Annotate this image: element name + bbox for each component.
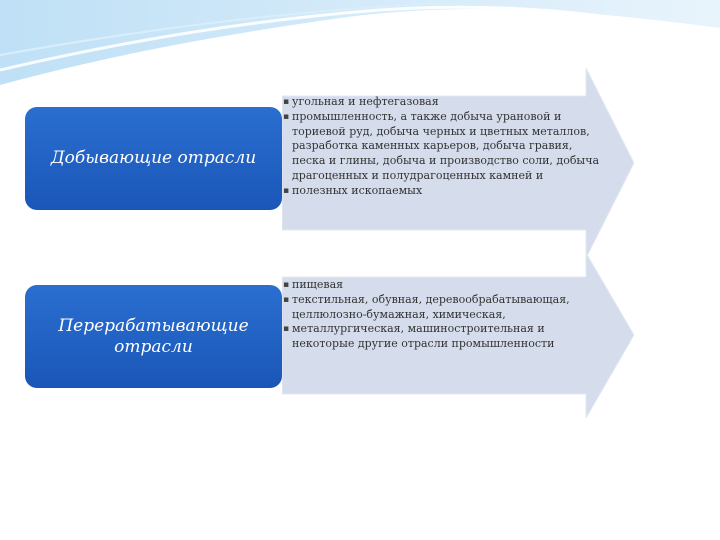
list-item: ▪ металлургическая, машиностроительная и некоторые другие отрасли промышленности [283, 322, 555, 351]
bullet-icon: ▪ [283, 280, 290, 290]
bullet-icon: ▪ [283, 97, 290, 107]
list-item: ▪ промышленность, а также добыча урановой и ториевой руд, добыча черных и цветных металлов, разработка каменных карьеров, добыча гравия, песка и глины, добыча и производство соли, добыча драгоценных и полудрагоценных камней и [283, 109, 600, 182]
list-item: ▪ угольная и нефтегазовая [283, 95, 439, 108]
processing-bullet-list [283, 278, 603, 352]
bullet-icon: ▪ [283, 185, 290, 196]
bullet-icon: ▪ [283, 294, 290, 305]
extraction-bullet-list [283, 95, 603, 199]
list-item: ▪ текстильная, обувная, деревообрабатывающая, целлюлозно-бумажная, химическая, [283, 292, 570, 321]
processing-industries-label: Перерабатывающие отрасли [58, 315, 249, 357]
bullet-icon: ▪ [283, 324, 290, 335]
list-item: ▪ полезных ископаемых [283, 183, 423, 197]
bullet-icon: ▪ [283, 111, 290, 122]
processing-industries-box [25, 285, 282, 388]
extraction-industries-box [25, 107, 282, 210]
list-item: ▪ пищевая [283, 278, 344, 291]
extraction-industries-label: Добывающие отрасли [50, 148, 257, 168]
